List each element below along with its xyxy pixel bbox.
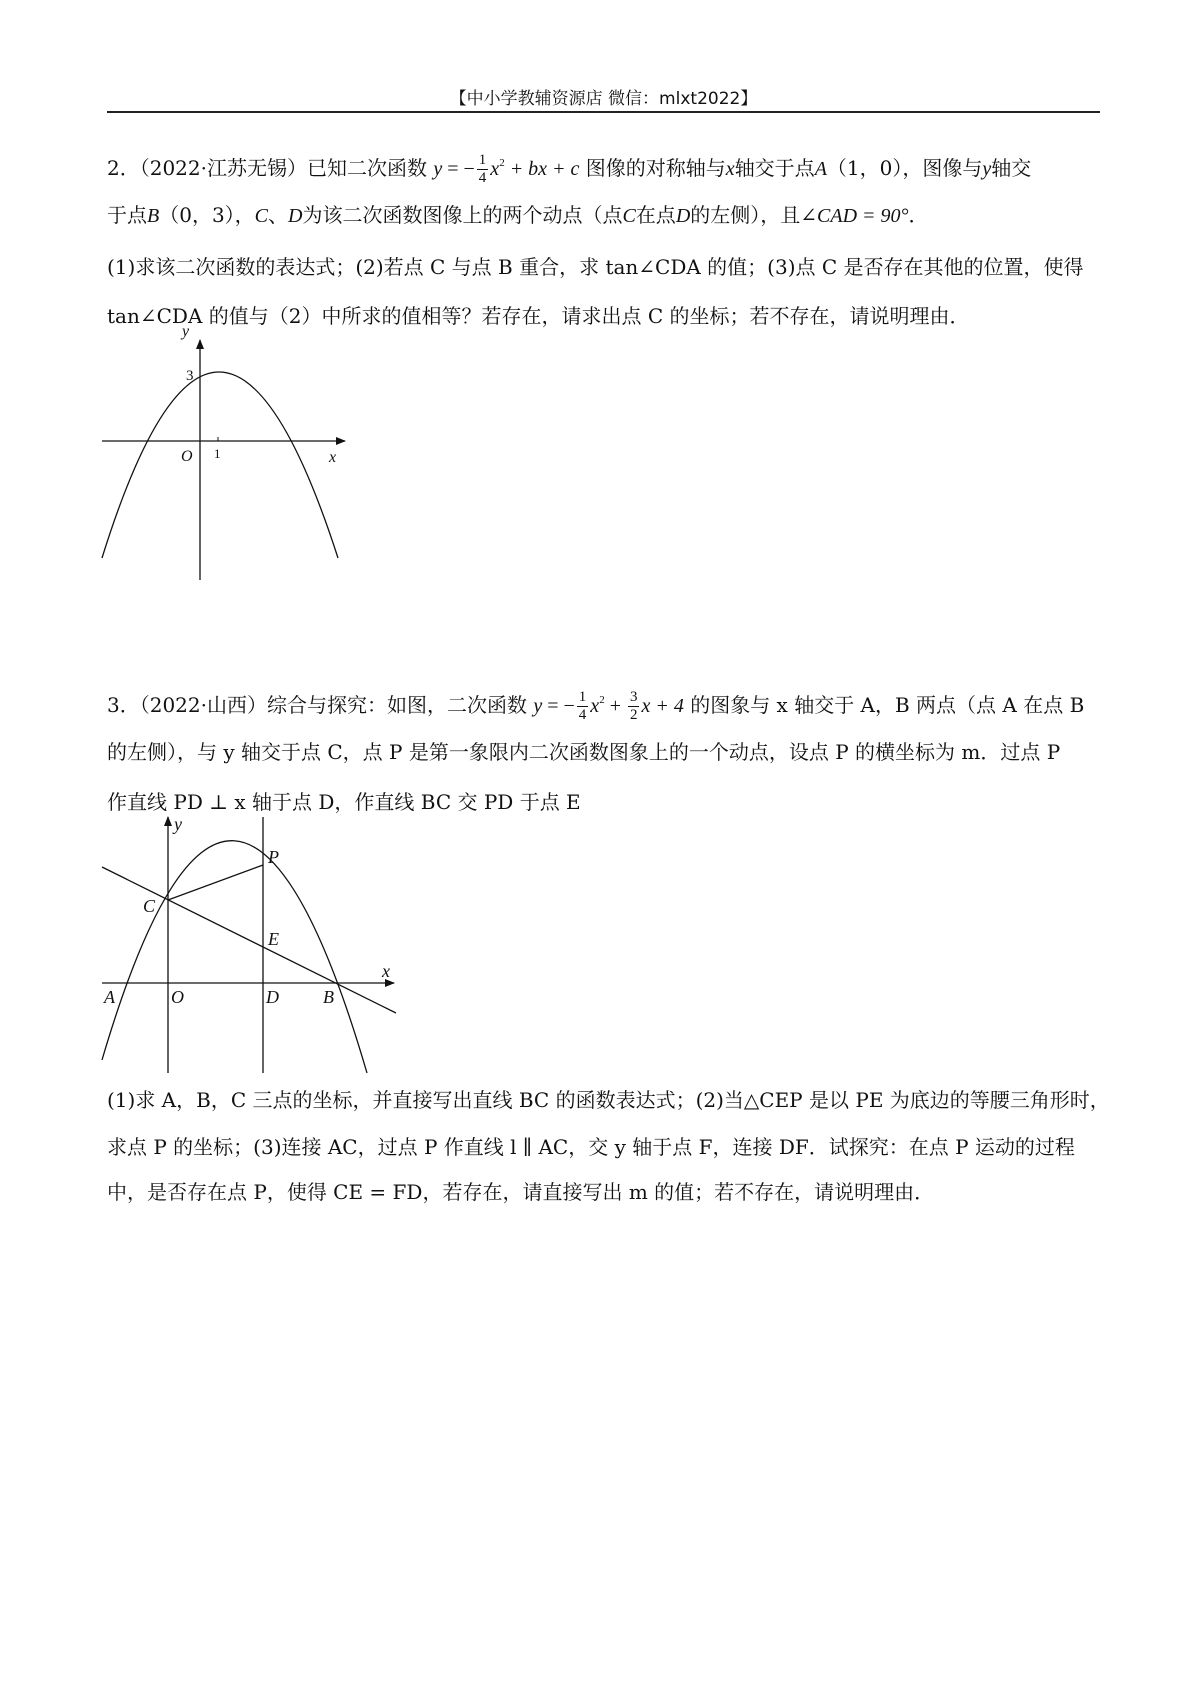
header-rule	[107, 111, 1100, 113]
q2-l1-e: 轴交	[991, 156, 1032, 180]
q2-l2-angle: ∠CAD = 90°	[800, 205, 909, 227]
q2-frac-num: 1	[478, 152, 487, 168]
q3-eq-tail: x + 4	[641, 695, 684, 717]
q2-eq-sign: = −	[442, 158, 475, 180]
q3-segment-CP	[168, 865, 263, 900]
q2-label-y: y	[182, 323, 190, 340]
q3-l1-b: 的图象与 x 轴交于 A，B 两点（点 A 在点 B	[690, 693, 1085, 717]
q2-l1-xv: x	[725, 158, 735, 180]
q2-fraction	[477, 152, 489, 187]
q2-l2-C: C	[254, 205, 269, 227]
q2-l2-C2: C	[622, 205, 636, 227]
page-header: 【中小学教辅资源店 微信：mlxt2022】	[449, 89, 758, 109]
q3-label-y: y	[174, 814, 182, 834]
q3-line-6: 中，是否存在点 P，使得 CE = FD，若存在，请直接写出 m 的值；若不存在，请说明理由．	[107, 1180, 935, 1204]
q3-line-5: 求点 P 的坐标；(3)连接 AC，过点 P 作直线 l ∥ AC，交 y 轴于点 F，连接 DF．试探究：在点 P 运动的过程	[107, 1135, 1075, 1159]
q2-l1-a: 2．（2022·江苏无锡）已知二次函数	[107, 156, 427, 180]
q3-label-B: B	[323, 987, 334, 1007]
q2-parabola	[102, 372, 338, 558]
q3-eq-sign: = −	[542, 695, 575, 717]
q2-l2-B: B	[147, 205, 160, 227]
q3-label-O: O	[171, 987, 184, 1007]
q3-l1-a: 3．（2022·山西）综合与探究：如图，二次函数	[107, 693, 527, 717]
q3-line-BC	[102, 867, 396, 1013]
q3-fraction-1	[577, 689, 589, 724]
q2-l2-c: 、	[268, 203, 289, 227]
q3-eq-y: y	[533, 695, 543, 717]
q3-frac2-den: 2	[629, 707, 638, 723]
q2-line-2	[107, 200, 1102, 231]
q2-eq-rest: + bx + c	[504, 158, 580, 180]
q3-frac1-num: 1	[578, 689, 587, 705]
q3-label-C: C	[143, 896, 156, 916]
q3-line-3: 作直线 PD ⊥ x 轴于点 D，作直线 BC 交 PD 于点 E	[107, 790, 581, 814]
q2-l2-b: （0，3），	[159, 203, 255, 227]
q2-label-x: x	[329, 449, 337, 466]
q2-l2-D: D	[288, 205, 303, 227]
q3-eq-x: x	[590, 695, 600, 717]
q2-eq-sq: 2	[499, 157, 505, 169]
q3-label-D: D	[266, 987, 279, 1007]
q2-l2-e: 在点	[635, 203, 676, 227]
q2-l1-yv: y	[982, 158, 992, 180]
q2-label-O: O	[181, 448, 193, 465]
q3-frac2-num: 3	[629, 689, 638, 705]
q2-l1-A: A	[814, 158, 827, 180]
q2-frac-den: 4	[478, 170, 487, 186]
q2-figure	[100, 323, 360, 600]
q3-frac1-den: 4	[578, 707, 587, 723]
q3-eq-plus: +	[604, 695, 626, 717]
q3-label-x: x	[382, 961, 390, 981]
q2-line-4: tan∠CDA 的值与（2）中所求的值相等？若存在，请求出点 C 的坐标；若不存在，请说明理由．	[107, 304, 970, 328]
q2-l2-a: 于点	[107, 203, 147, 227]
q2-eq-x: x	[490, 158, 500, 180]
q2-l1-b: 图像的对称轴与	[585, 156, 726, 180]
q2-l2-D2: D	[675, 205, 691, 227]
q3-label-E: E	[268, 929, 279, 949]
q3-fraction-2	[628, 689, 640, 724]
q3-eq-sq: 2	[599, 694, 605, 706]
q3-line-2: 的左侧），与 y 轴交于点 C，点 P 是第一象限内二次函数图象上的一个动点，设点 P 的横坐标为 m．过点 P	[107, 740, 1061, 764]
q2-line-3: (1)求该二次函数的表达式；(2)若点 C 与点 B 重合，求 tan∠CDA 的值；(3)点 C 是否存在其他的位置，使得	[107, 255, 1084, 279]
q2-eq-y: y	[433, 158, 443, 180]
q3-line-1	[107, 685, 1102, 724]
q2-label-1: 1	[214, 446, 221, 461]
q3-line-4: (1)求 A，B，C 三点的坐标，并直接写出直线 BC 的函数表达式；(2)当△CEP 是以 PE 为底边的等腰三角形时，	[107, 1088, 1110, 1112]
q2-l1-c: 轴交于点	[734, 156, 815, 180]
q3-label-A: A	[104, 987, 115, 1007]
q2-l2-f: 的左侧），且	[690, 203, 801, 227]
q2-label-3: 3	[186, 368, 194, 384]
q2-l2-g: ．	[908, 203, 929, 227]
q2-l1-d: （1，0），图像与	[826, 156, 983, 180]
q3-figure	[100, 815, 405, 1075]
q2-line-1	[107, 148, 1102, 187]
q3-label-P: P	[268, 847, 279, 867]
q2-l2-d: 为该二次函数图像上的两个动点（点	[302, 203, 623, 227]
